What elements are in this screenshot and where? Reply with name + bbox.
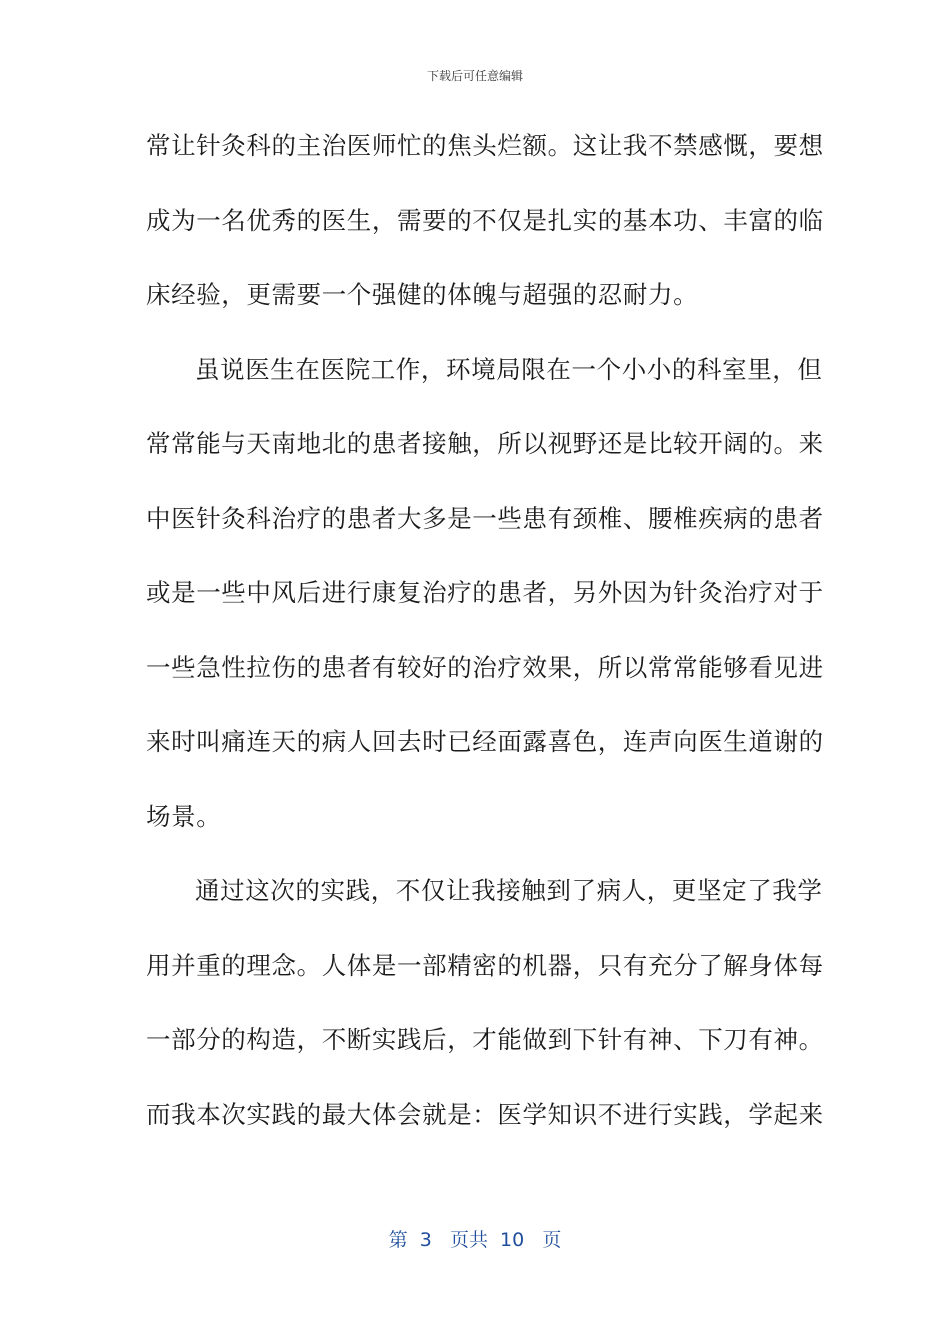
text-line: 或是一些中风后进行康复治疗的患者，另外因为针灸治疗对于	[146, 578, 824, 607]
page-mid: 页共	[449, 1229, 488, 1251]
text-line: 成为一名优秀的医生，需要的不仅是扎实的基本功、丰富的临	[146, 205, 824, 235]
document-body	[146, 120, 824, 1163]
page-number-footer	[0, 1225, 950, 1252]
text-line: 来时叫痛连天的病人回去时已经面露喜色，连声向医生道谢的	[146, 727, 824, 756]
text-line: 常让针灸科的主治医师忙的焦头烂额。这让我不禁感慨，要想	[146, 131, 824, 160]
text-line: 常常能与天南地北的患者接触，所以视野还是比较开阔的。来	[146, 429, 824, 458]
text-line: 虽说医生在医院工作，环境局限在一个小小的科室里，但	[195, 354, 823, 384]
text-line: 场景。	[146, 801, 222, 831]
page-prefix: 第	[388, 1229, 408, 1251]
text-line: 床经验，更需要一个强健的体魄与超强的忍耐力。	[146, 280, 699, 309]
text-line: 一些急性拉伤的患者有较好的治疗效果，所以常常能够看见进	[146, 652, 824, 682]
text-line: 通过这次的实践，不仅让我接触到了病人，更坚定了我学	[195, 876, 823, 905]
text-line: 一部分的构造，不断实践后，才能做到下针有神、下刀有神。	[146, 1025, 824, 1054]
page-current: 3	[419, 1229, 432, 1251]
text-line: 用并重的理念。人体是一部精密的机器，只有充分了解身体每	[146, 950, 824, 980]
page-header-note: 下载后可任意编辑	[426, 69, 523, 83]
text-line: 中医针灸科治疗的患者大多是一些患有颈椎、腰椎疾病的患者	[146, 503, 824, 533]
page-suffix: 页	[542, 1229, 562, 1251]
page-total: 10	[500, 1229, 525, 1251]
text-line: 而我本次实践的最大体会就是：医学知识不进行实践，学起来	[146, 1099, 824, 1129]
